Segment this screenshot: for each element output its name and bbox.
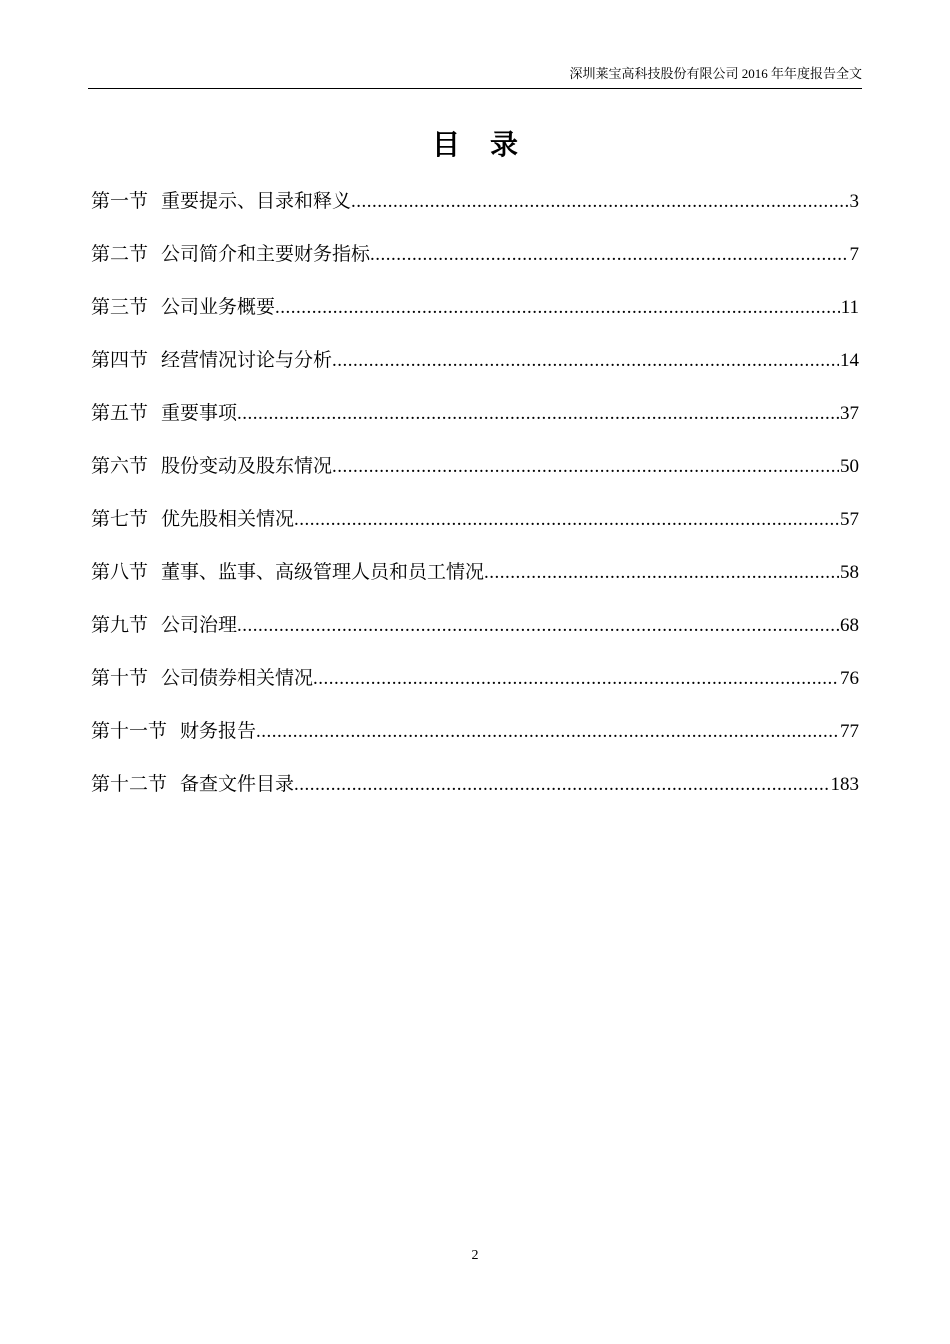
toc-section-number: 第六节 xyxy=(91,455,149,477)
toc-section-number: 第十节 xyxy=(91,667,149,689)
toc-entry-9[interactable] xyxy=(91,610,859,663)
toc-section-title: 公司业务概要 xyxy=(161,296,276,318)
toc-page-number: 3 xyxy=(849,191,859,212)
toc-page-number: 11 xyxy=(840,297,859,318)
toc-page-number: 57 xyxy=(840,509,859,530)
toc-section-title: 备查文件目录 xyxy=(180,773,295,795)
toc-section-title: 公司治理 xyxy=(161,614,238,636)
toc-section-title: 经营情况讨论与分析 xyxy=(161,349,333,371)
toc-page-number: 14 xyxy=(840,350,859,371)
toc-page-number: 183 xyxy=(830,774,859,795)
header-divider xyxy=(88,88,862,89)
toc-dot-leader xyxy=(313,664,839,694)
toc-section-title: 重要事项 xyxy=(161,402,238,424)
toc-page-number: 68 xyxy=(840,615,859,636)
toc-section-title: 股份变动及股东情况 xyxy=(161,455,333,477)
toc-section-title: 董事、监事、高级管理人员和员工情况 xyxy=(161,561,485,583)
toc-section-number: 第一节 xyxy=(91,190,149,212)
toc-dot-leader xyxy=(351,187,848,217)
toc-section-number: 第二节 xyxy=(91,243,149,265)
toc-entry-10[interactable] xyxy=(91,663,859,716)
toc-page-number: 77 xyxy=(840,721,859,742)
toc-entry-8[interactable] xyxy=(91,557,859,610)
toc-dot-leader xyxy=(256,717,839,747)
toc-entry-1[interactable] xyxy=(91,186,859,239)
toc-page-number: 76 xyxy=(840,668,859,689)
toc-section-number: 第四节 xyxy=(91,349,149,371)
toc-section-number: 第五节 xyxy=(91,402,149,424)
toc-section-number: 第八节 xyxy=(91,561,149,583)
toc-dot-leader xyxy=(275,293,840,323)
toc-section-title: 重要提示、目录和释义 xyxy=(161,190,352,212)
toc-section-title: 财务报告 xyxy=(180,720,257,742)
toc-entry-12[interactable] xyxy=(91,769,859,822)
toc-section-title: 公司债券相关情况 xyxy=(161,667,314,689)
toc-entry-2[interactable] xyxy=(91,239,859,292)
toc-page-number: 7 xyxy=(849,244,859,265)
report-header-title: 深圳莱宝高科技股份有限公司 2016 年年度报告全文 xyxy=(569,66,862,81)
toc-dot-leader xyxy=(237,399,839,429)
toc-section-number: 第九节 xyxy=(91,614,149,636)
footer-page-number: 2 xyxy=(471,1248,479,1263)
toc-dot-leader xyxy=(294,770,829,800)
toc-entry-5[interactable] xyxy=(91,398,859,451)
toc-dot-leader xyxy=(294,505,839,535)
toc-entry-6[interactable] xyxy=(91,451,859,504)
table-of-contents xyxy=(91,186,859,822)
toc-page-number: 50 xyxy=(840,456,859,477)
toc-entry-4[interactable] xyxy=(91,345,859,398)
toc-section-number: 第十二节 xyxy=(91,773,168,795)
toc-section-title: 优先股相关情况 xyxy=(161,508,295,530)
toc-section-number: 第三节 xyxy=(91,296,149,318)
toc-dot-leader xyxy=(484,558,839,588)
toc-entry-3[interactable] xyxy=(91,292,859,345)
toc-entry-7[interactable] xyxy=(91,504,859,557)
toc-dot-leader xyxy=(332,346,839,376)
toc-dot-leader xyxy=(370,240,848,270)
toc-section-number: 第七节 xyxy=(91,508,149,530)
toc-section-title: 公司简介和主要财务指标 xyxy=(161,243,371,265)
toc-section-number: 第十一节 xyxy=(91,720,168,742)
toc-page-number: 58 xyxy=(840,562,859,583)
toc-dot-leader xyxy=(332,452,839,482)
toc-entry-11[interactable] xyxy=(91,716,859,769)
toc-page-number: 37 xyxy=(840,403,859,424)
toc-title: 目录 xyxy=(431,128,548,161)
toc-dot-leader xyxy=(237,611,839,641)
